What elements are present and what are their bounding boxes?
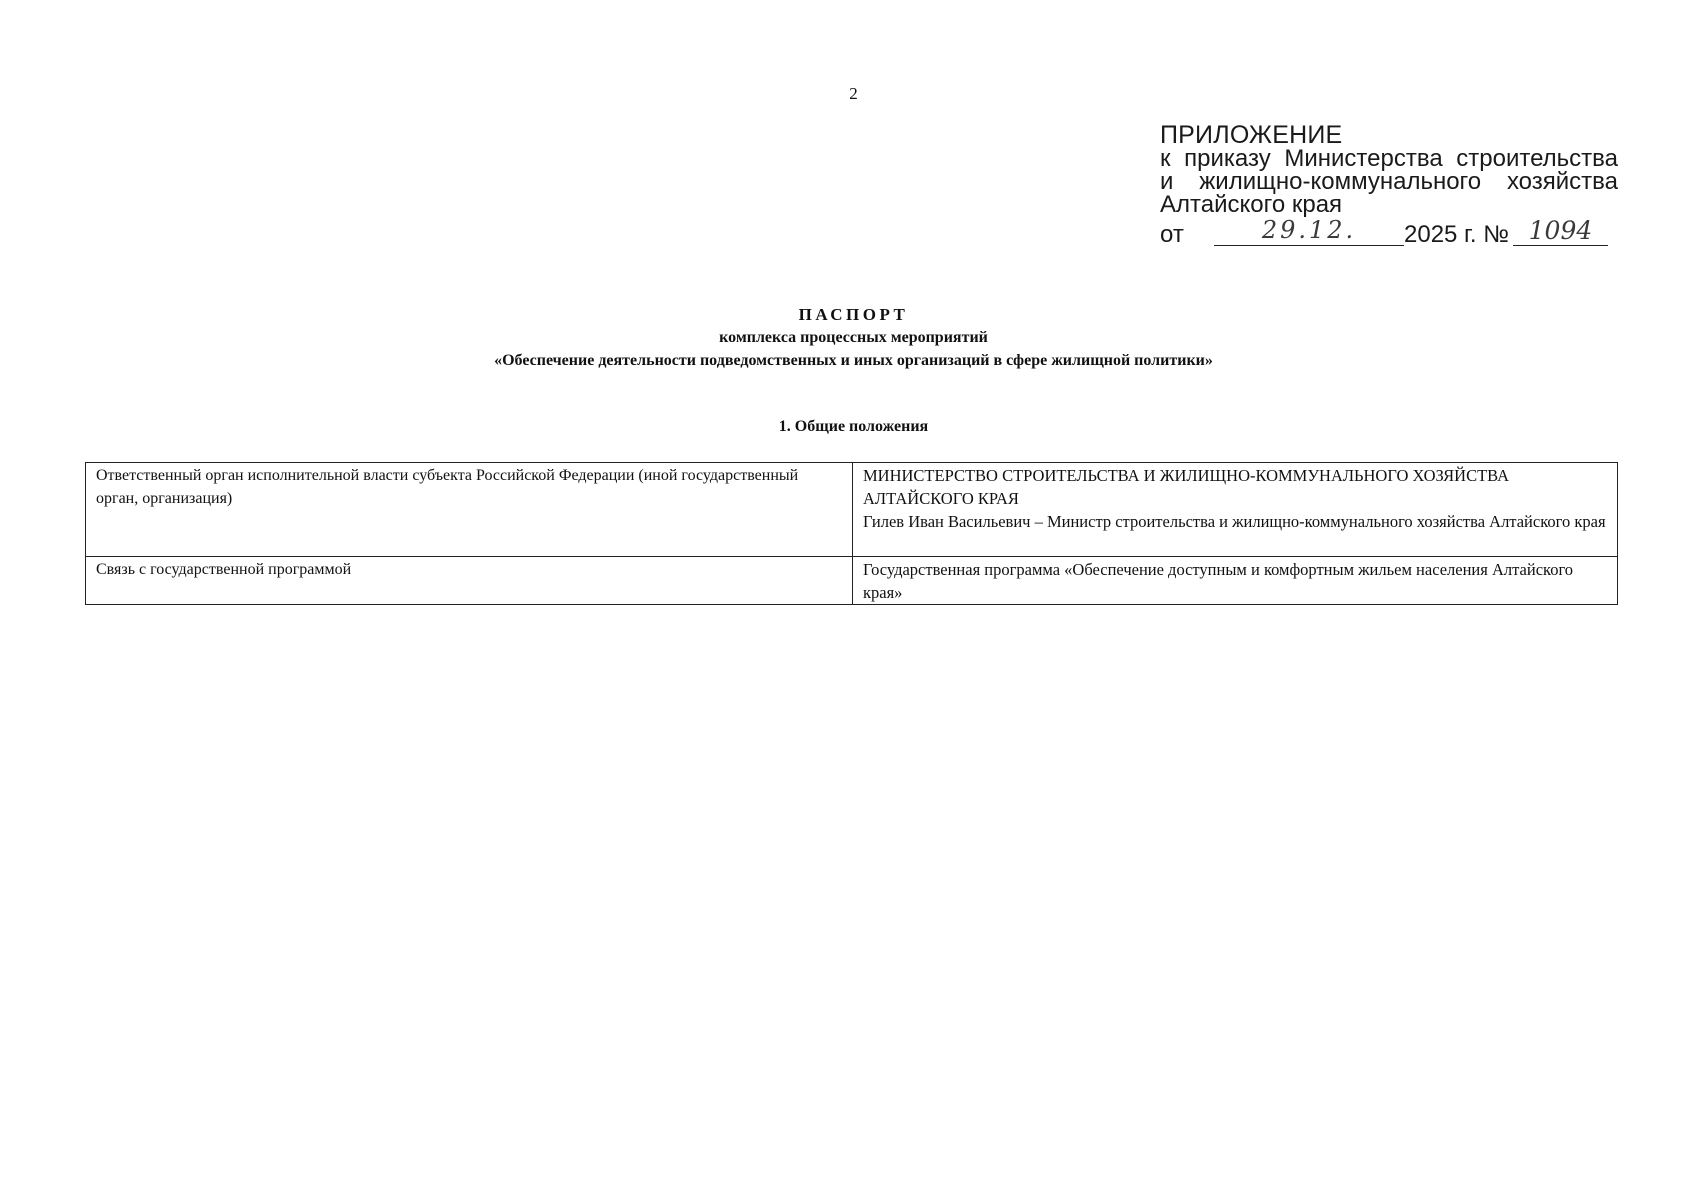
appendix-line-3: Алтайского края — [1160, 191, 1343, 218]
appendix-line-1: к приказу Министерства строительства — [1160, 145, 1618, 172]
responsible-person: Гилев Иван Васильевич – Министр строительства и жилищно-коммунального хозяйства Алтайского края — [863, 512, 1606, 531]
handwritten-date: 29.12. — [1214, 218, 1404, 246]
table-row — [86, 463, 1618, 557]
state-program-name: Государственная программа «Обеспечение доступным и комфортным жильем населения Алтайского края» — [863, 560, 1574, 602]
passport-name: «Обеспечение деятельности подведомственных и иных организаций в сфере жилищной политики» — [494, 352, 1213, 369]
appendix-line-2: и жилищно-коммунального хозяйства — [1160, 168, 1618, 195]
row-label-cell: Связь с государственной программой — [86, 557, 853, 605]
responsible-body-name: МИНИСТЕРСТВО СТРОИТЕЛЬСТВА И ЖИЛИЩНО-КОММУНАЛЬНОГО ХОЗЯЙСТВА АЛТАЙСКОГО КРАЯ — [863, 466, 1510, 508]
appendix-block — [1160, 121, 1618, 248]
year-number-label: 2025 г. № — [1404, 221, 1509, 248]
table-row — [86, 557, 1618, 605]
section-title: 1. Общие положения — [778, 418, 929, 435]
row-value-cell — [853, 557, 1618, 605]
row-label-cell: Ответственный орган исполнительной власти субъекта Российской Федерации (иной государственный орган, организация) — [86, 463, 853, 557]
row-value-cell — [853, 463, 1618, 557]
page-number: 2 — [849, 84, 858, 103]
appendix-heading: ПРИЛОЖЕНИЕ — [1160, 121, 1343, 149]
order-date-number-line — [1160, 218, 1618, 246]
passport-heading: ПАСПОРТ — [798, 305, 909, 324]
general-provisions-table — [85, 462, 1618, 605]
from-label: от — [1160, 221, 1184, 248]
passport-subtitle: комплекса процессных мероприятий — [719, 329, 988, 346]
handwritten-order-number: 1094 — [1513, 218, 1608, 246]
document-title-block — [0, 303, 1697, 372]
